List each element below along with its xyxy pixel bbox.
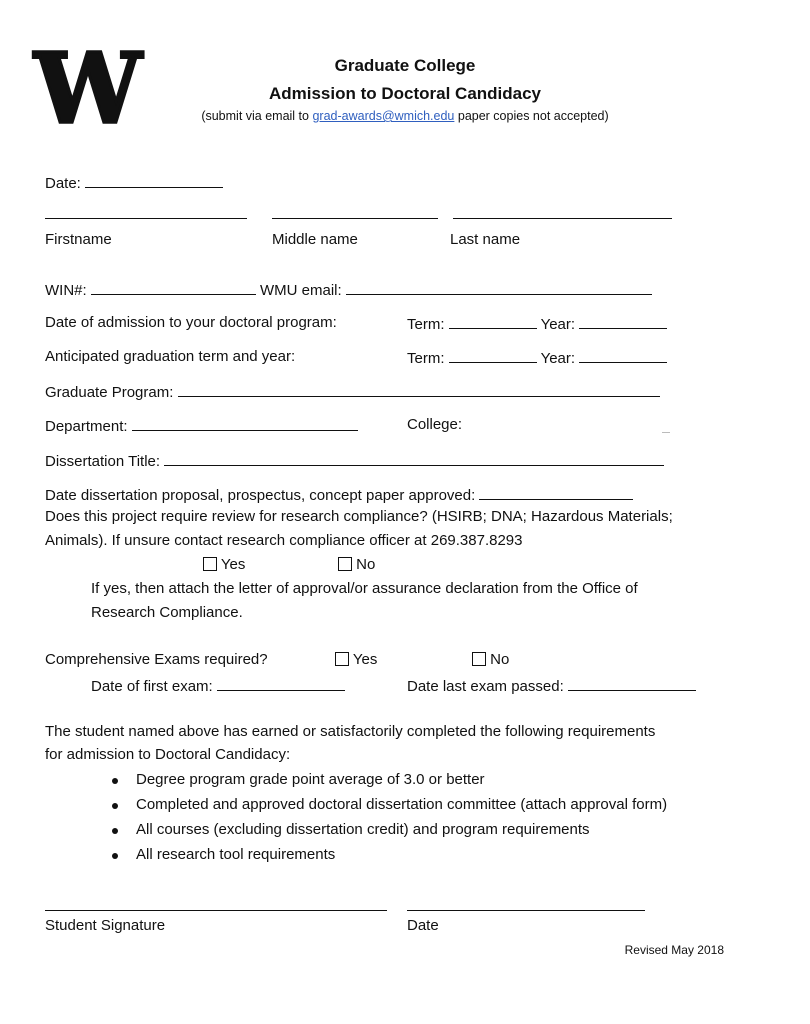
compliance-no-checkbox[interactable] bbox=[338, 557, 352, 571]
department-row bbox=[45, 416, 358, 435]
date-field[interactable] bbox=[85, 173, 223, 188]
admission-term-row bbox=[407, 314, 667, 333]
admission-date-label: Date of admission to your doctoral program: bbox=[45, 314, 337, 331]
proposal-date-label: Date dissertation proposal, prospectus, concept paper approved: bbox=[45, 487, 476, 504]
student-signature-label: Student Signature bbox=[45, 917, 166, 934]
compliance-note-line1: If yes, then attach the letter of approval/or assurance declaration from the Office of bbox=[91, 580, 638, 597]
graduate-program-label: Graduate Program: bbox=[45, 384, 174, 401]
exams-yes-checkbox[interactable] bbox=[335, 652, 349, 666]
yes-label: Yes bbox=[220, 556, 246, 573]
compliance-yes-checkbox[interactable] bbox=[203, 557, 217, 571]
bullet-icon bbox=[112, 853, 118, 859]
submission-note: (submit via email to grad-awards@wmich.edu paper copies not accepted) bbox=[201, 109, 609, 123]
middlename-label: Middle name bbox=[272, 231, 358, 248]
exams-no-option[interactable] bbox=[472, 651, 509, 668]
lastname-label: Last name bbox=[450, 231, 521, 248]
college-label: College: bbox=[407, 416, 463, 433]
year-label: Year: bbox=[540, 350, 576, 367]
exams-yes-option[interactable] bbox=[335, 651, 377, 668]
student-signature-field[interactable] bbox=[45, 896, 387, 911]
last-exam-label: Date last exam passed: bbox=[407, 678, 564, 695]
first-exam-label: Date of first exam: bbox=[91, 678, 213, 695]
signature-date-label: Date bbox=[407, 917, 439, 934]
no-label: No bbox=[356, 556, 376, 573]
win-field[interactable] bbox=[91, 280, 256, 295]
yes-label: Yes bbox=[352, 651, 378, 668]
requirements-intro-line2: for admission to Doctoral Candidacy: bbox=[45, 746, 291, 763]
graduate-program-field[interactable] bbox=[178, 382, 660, 397]
compliance-question-line1: Does this project require review for research compliance? (HSIRB; DNA; Hazardous Materials; bbox=[45, 508, 673, 525]
requirements-intro-line1: The student named above has earned or satisfactorily completed the following requirements bbox=[45, 723, 656, 740]
grad-year-field[interactable] bbox=[579, 348, 667, 363]
admission-year-field[interactable] bbox=[579, 314, 667, 329]
lastname-field[interactable] bbox=[453, 204, 672, 219]
compliance-question-line2: Animals). If unsure contact research compliance officer at 269.387.8293 bbox=[45, 532, 523, 549]
college-row bbox=[407, 416, 462, 433]
logo-letter: W bbox=[34, 32, 142, 145]
win-label: WIN#: bbox=[45, 282, 87, 299]
compliance-yes-option[interactable] bbox=[203, 556, 245, 573]
last-exam-row bbox=[407, 676, 696, 695]
win-row bbox=[45, 280, 652, 299]
proposal-date-field[interactable] bbox=[479, 485, 633, 500]
form-title: Admission to Doctoral Candidacy bbox=[268, 84, 542, 103]
graduate-program-row bbox=[45, 382, 660, 401]
term-label: Term: bbox=[407, 316, 445, 333]
dissertation-title-label: Dissertation Title: bbox=[45, 453, 161, 470]
date-label: Date: bbox=[45, 175, 81, 192]
middlename-field[interactable] bbox=[272, 204, 438, 219]
proposal-date-row bbox=[45, 485, 633, 504]
anticipated-grad-label: Anticipated graduation term and year: bbox=[45, 348, 296, 365]
last-exam-field[interactable] bbox=[568, 676, 696, 691]
exams-question: Comprehensive Exams required? bbox=[45, 651, 268, 668]
first-exam-field[interactable] bbox=[217, 676, 345, 691]
bullet-icon bbox=[112, 803, 118, 809]
compliance-note-line2: Research Compliance. bbox=[91, 604, 243, 621]
compliance-no-option[interactable] bbox=[338, 556, 375, 573]
department-field[interactable] bbox=[132, 416, 358, 431]
grad-term-field[interactable] bbox=[449, 348, 537, 363]
wmu-email-label: WMU email: bbox=[260, 282, 342, 299]
dissertation-title-row bbox=[45, 451, 664, 470]
bullet-icon bbox=[112, 778, 118, 784]
no-label: No bbox=[490, 651, 510, 668]
signature-date-field[interactable] bbox=[407, 896, 645, 911]
college-field[interactable] bbox=[662, 432, 670, 433]
wmu-email-field[interactable] bbox=[346, 280, 652, 295]
date-row bbox=[45, 173, 223, 192]
grad-term-row bbox=[407, 348, 667, 367]
first-exam-row bbox=[91, 676, 345, 695]
dissertation-title-field[interactable] bbox=[164, 451, 664, 466]
term-label: Term: bbox=[407, 350, 445, 367]
email-link[interactable]: grad-awards@wmich.edu bbox=[312, 109, 455, 123]
bullet-icon bbox=[112, 828, 118, 834]
year-label: Year: bbox=[540, 316, 576, 333]
exams-no-checkbox[interactable] bbox=[472, 652, 486, 666]
firstname-field[interactable] bbox=[45, 204, 247, 219]
admission-term-field[interactable] bbox=[449, 314, 537, 329]
revision-note: Revised May 2018 bbox=[624, 943, 724, 957]
form-title-college: Graduate College bbox=[334, 56, 476, 75]
department-label: Department: bbox=[45, 418, 128, 435]
firstname-label: Firstname bbox=[45, 231, 112, 248]
